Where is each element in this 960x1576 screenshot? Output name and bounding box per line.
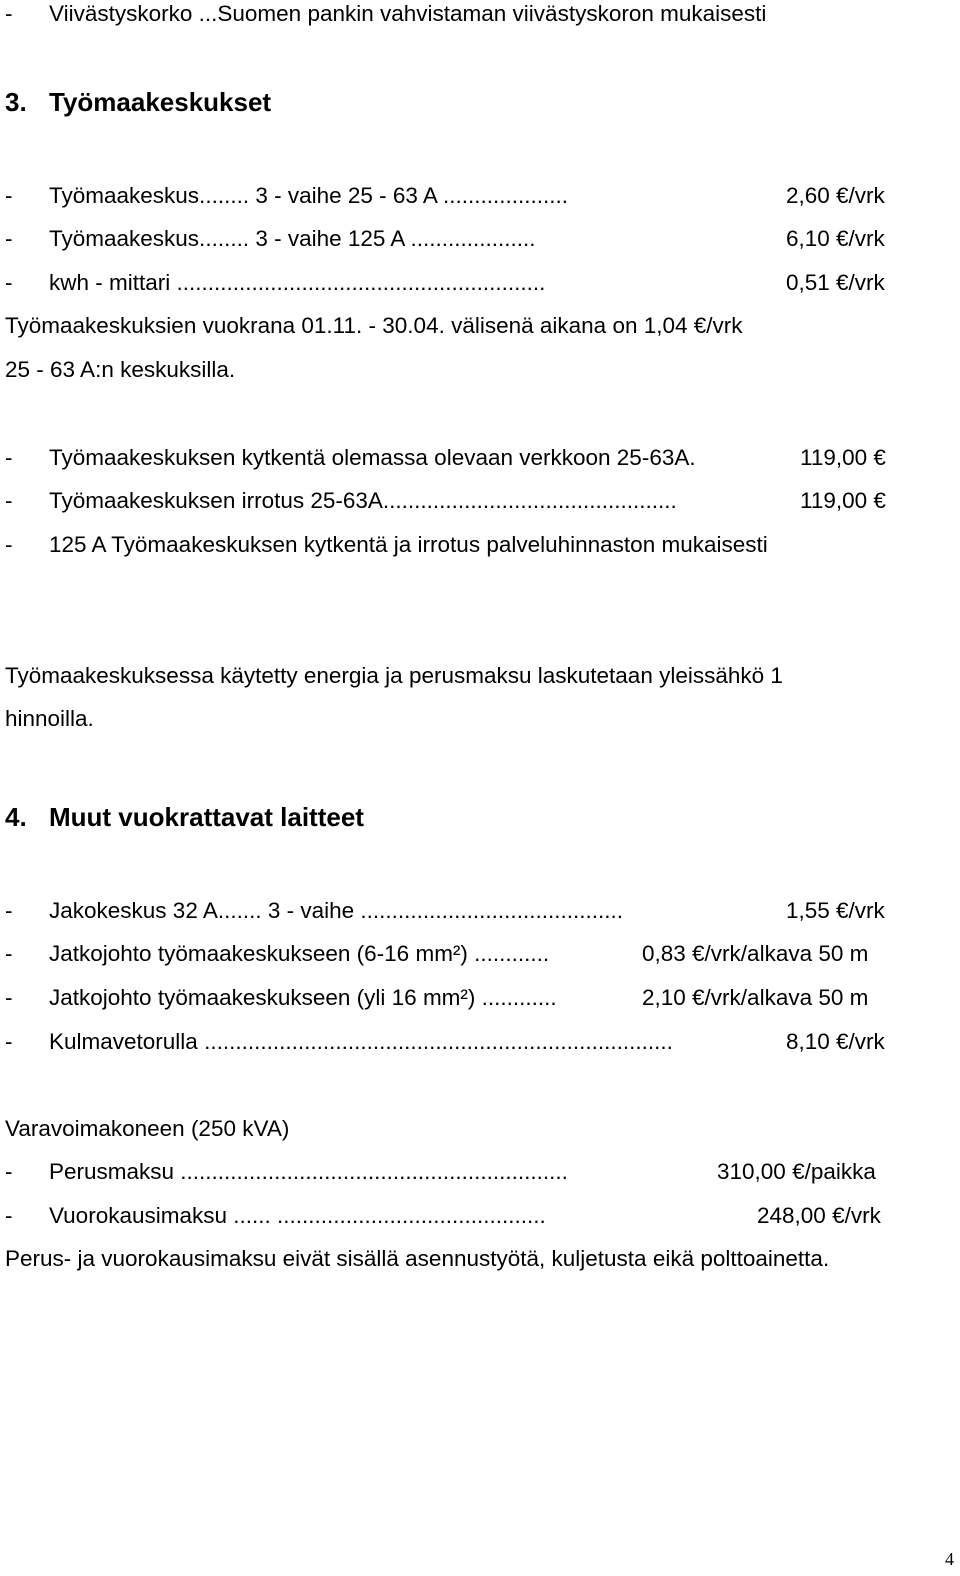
item-price: 0,51 €/vrk <box>786 270 885 295</box>
item-text: Työmaakeskus........ 3 - vaihe 25 - 63 A .................... <box>49 183 568 208</box>
item-price: 119,00 € <box>800 445 886 470</box>
paragraph-line: Perus- ja vuorokausimaksu eivät sisällä asennustyötä, kuljetusta eikä polttoainetta. <box>5 1246 830 1271</box>
item-price: 2,60 €/vrk <box>786 183 885 208</box>
item-text: Työmaakeskuksen kytkentä olemassa olevaan verkkoon 25-63A. <box>49 445 696 470</box>
item-text: Jatkojohto työmaakeskukseen (yli 16 mm²) ............ <box>49 985 557 1010</box>
late-interest-text: Viivästyskorko ...Suomen pankin vahvistaman viivästyskoron mukaisesti <box>49 1 767 26</box>
item-text: Kulmavetorulla ........................................................................... <box>49 1029 673 1054</box>
list-dash: - <box>5 445 13 470</box>
list-dash: - <box>5 270 13 295</box>
paragraph-line: Työmaakeskuksessa käytetty energia ja perusmaksu laskutetaan yleissähkö 1 <box>5 663 783 688</box>
paragraph-line: 25 - 63 A:n keskuksilla. <box>5 357 236 382</box>
list-dash: - <box>5 1 13 26</box>
list-dash: - <box>5 1203 13 1228</box>
item-price: 248,00 €/vrk <box>757 1203 881 1228</box>
item-text: kwh - mittari ........................................................... <box>49 270 546 295</box>
item-price: 1,55 €/vrk <box>786 898 885 923</box>
item-text: 125 A Työmaakeskuksen kytkentä ja irrotus palveluhinnaston mukaisesti <box>49 532 768 557</box>
list-dash: - <box>5 532 13 557</box>
list-dash: - <box>5 226 13 251</box>
section-title: Muut vuokrattavat laitteet <box>49 802 364 832</box>
list-dash: - <box>5 941 13 966</box>
list-dash: - <box>5 898 13 923</box>
item-text: Vuorokausimaksu ...... ........................................... <box>49 1203 546 1228</box>
paragraph-line: hinnoilla. <box>5 706 94 731</box>
list-dash: - <box>5 488 13 513</box>
item-price: 0,83 €/vrk/alkava 50 m <box>642 941 869 966</box>
page-number: 4 <box>945 1549 954 1569</box>
item-price: 6,10 €/vrk <box>786 226 885 251</box>
section-number: 3. <box>5 87 27 117</box>
list-dash: - <box>5 1029 13 1054</box>
item-price: 8,10 €/vrk <box>786 1029 885 1054</box>
item-text: Perusmaksu .............................................................. <box>49 1159 568 1184</box>
list-dash: - <box>5 985 13 1010</box>
list-dash: - <box>5 183 13 208</box>
item-text: Jatkojohto työmaakeskukseen (6-16 mm²) ............ <box>49 941 550 966</box>
item-price: 119,00 € <box>800 488 886 513</box>
paragraph-line: Työmaakeskuksien vuokrana 01.11. - 30.04. välisenä aikana on 1,04 €/vrk <box>5 313 743 338</box>
item-text: Jakokeskus 32 A....... 3 - vaihe .......................................... <box>49 898 623 923</box>
item-text: Työmaakeskuksen irrotus 25-63A............................................... <box>49 488 677 513</box>
paragraph-line: Varavoimakoneen (250 kVA) <box>5 1116 290 1141</box>
section-title: Työmaakeskukset <box>49 87 272 117</box>
item-text: Työmaakeskus........ 3 - vaihe 125 A .................... <box>49 226 536 251</box>
item-price: 2,10 €/vrk/alkava 50 m <box>642 985 869 1010</box>
list-dash: - <box>5 1159 13 1184</box>
section-number: 4. <box>5 802 27 832</box>
item-price: 310,00 €/paikka <box>717 1159 876 1184</box>
